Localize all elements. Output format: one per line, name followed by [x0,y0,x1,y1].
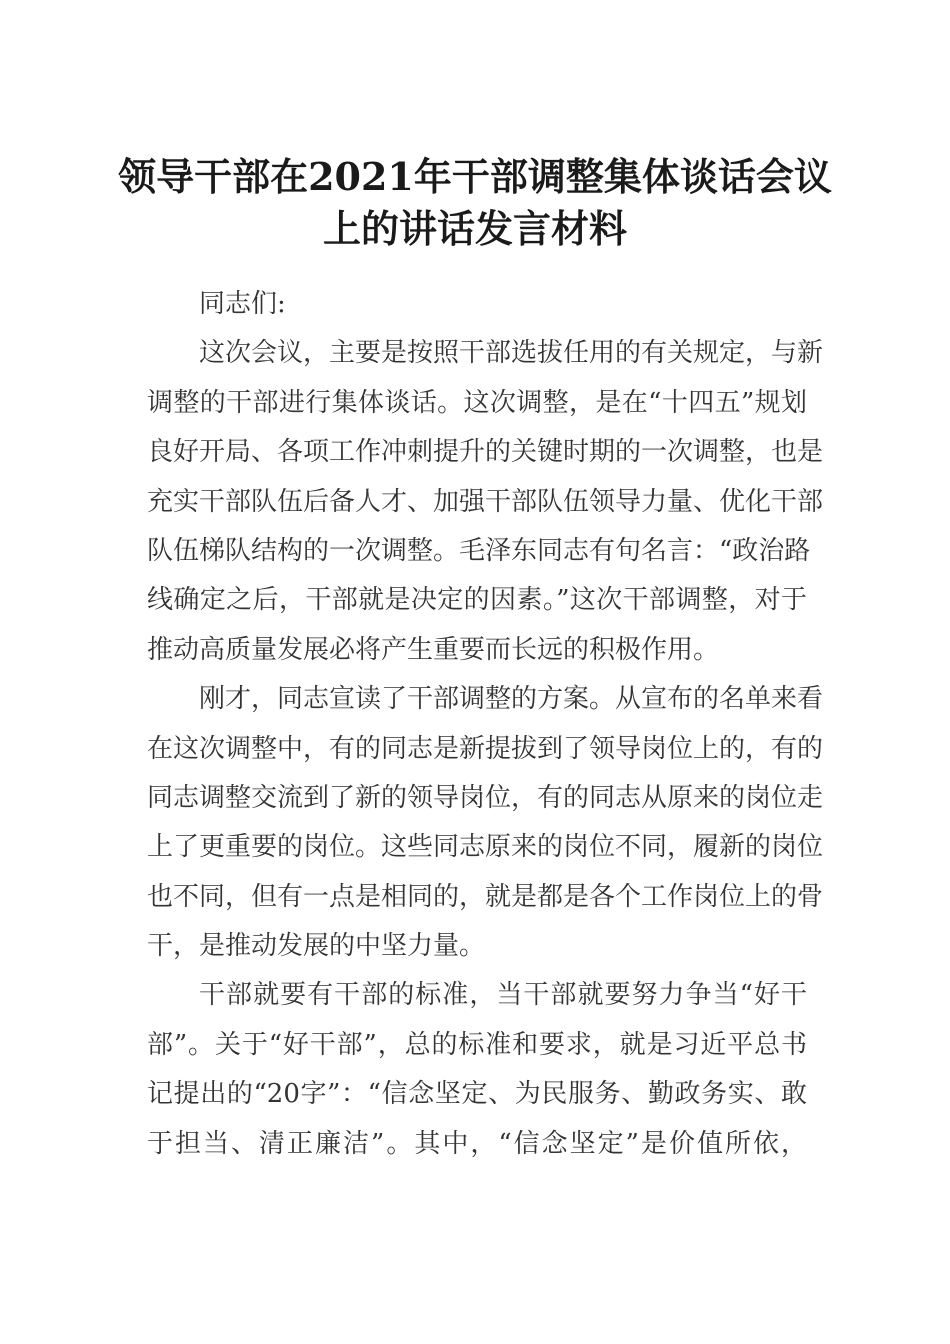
paragraph-2-line-6: 干，是推动发展的中坚力量。 [147,931,486,962]
paragraph-1-line-2: 调整的干部进行集体谈话。这次调整，是在“十四五”规划 [147,387,807,418]
document-title-line-2: 上的讲话发言材料 [322,206,627,251]
paragraph-2-line-2: 在这次调整中，有的同志是新提拔到了领导岗位上的，有的 [147,733,824,764]
paragraph-2-line-4: 上了更重要的岗位。这些同志原来的岗位不同，履新的岗位 [147,832,824,863]
paragraph-3-line-1: 干部就要有干部的标准，当干部就要努力争当“好干 [199,980,807,1011]
paragraph-2-line-5: 也不同，但有一点是相同的，就是都是各个工作岗位上的骨 [147,881,824,912]
document-body [147,280,824,1169]
document-title-line-1: 领导干部在2021年干部调整集体谈话会议 [118,154,832,199]
paragraph-1-line-6: 线确定之后，干部就是决定的因素。”这次干部调整，对于 [147,585,807,616]
paragraph-3-line-4: 于担当、清正廉洁”。其中，“信念坚定”是价值所依， [147,1128,807,1159]
paragraph-3-line-2: 部”。关于“好干部”，总的标准和要求，就是习近平总书 [147,1029,807,1060]
paragraph-1-line-3: 良好开局、各项工作冲刺提升的关键时期的一次调整，也是 [147,437,824,468]
paragraph-3-line-3: 记提出的“20字”：“信念坚定、为民服务、勤政务实、敢 [147,1079,807,1110]
paragraph-1-line-7: 推动高质量发展必将产生重要而长远的积极作用。 [147,634,720,665]
paragraph-2-line-1: 刚才，同志宣读了干部调整的方案。从宣布的名单来看 [199,684,824,715]
salutation-line: 同志们: [199,289,286,319]
paragraph-2-line-3: 同志调整交流到了新的领导岗位，有的同志从原来的岗位走 [147,782,824,813]
paragraph-1-line-1: 这次会议，主要是按照干部选拔任用的有关规定，与新 [199,338,824,369]
paragraph-1-line-4: 充实干部队伍后备人才、加强干部队伍领导力量、优化干部 [147,486,824,517]
paragraph-1-line-5: 队伍梯队结构的一次调整。毛泽东同志有句名言：“政治路 [147,535,811,566]
